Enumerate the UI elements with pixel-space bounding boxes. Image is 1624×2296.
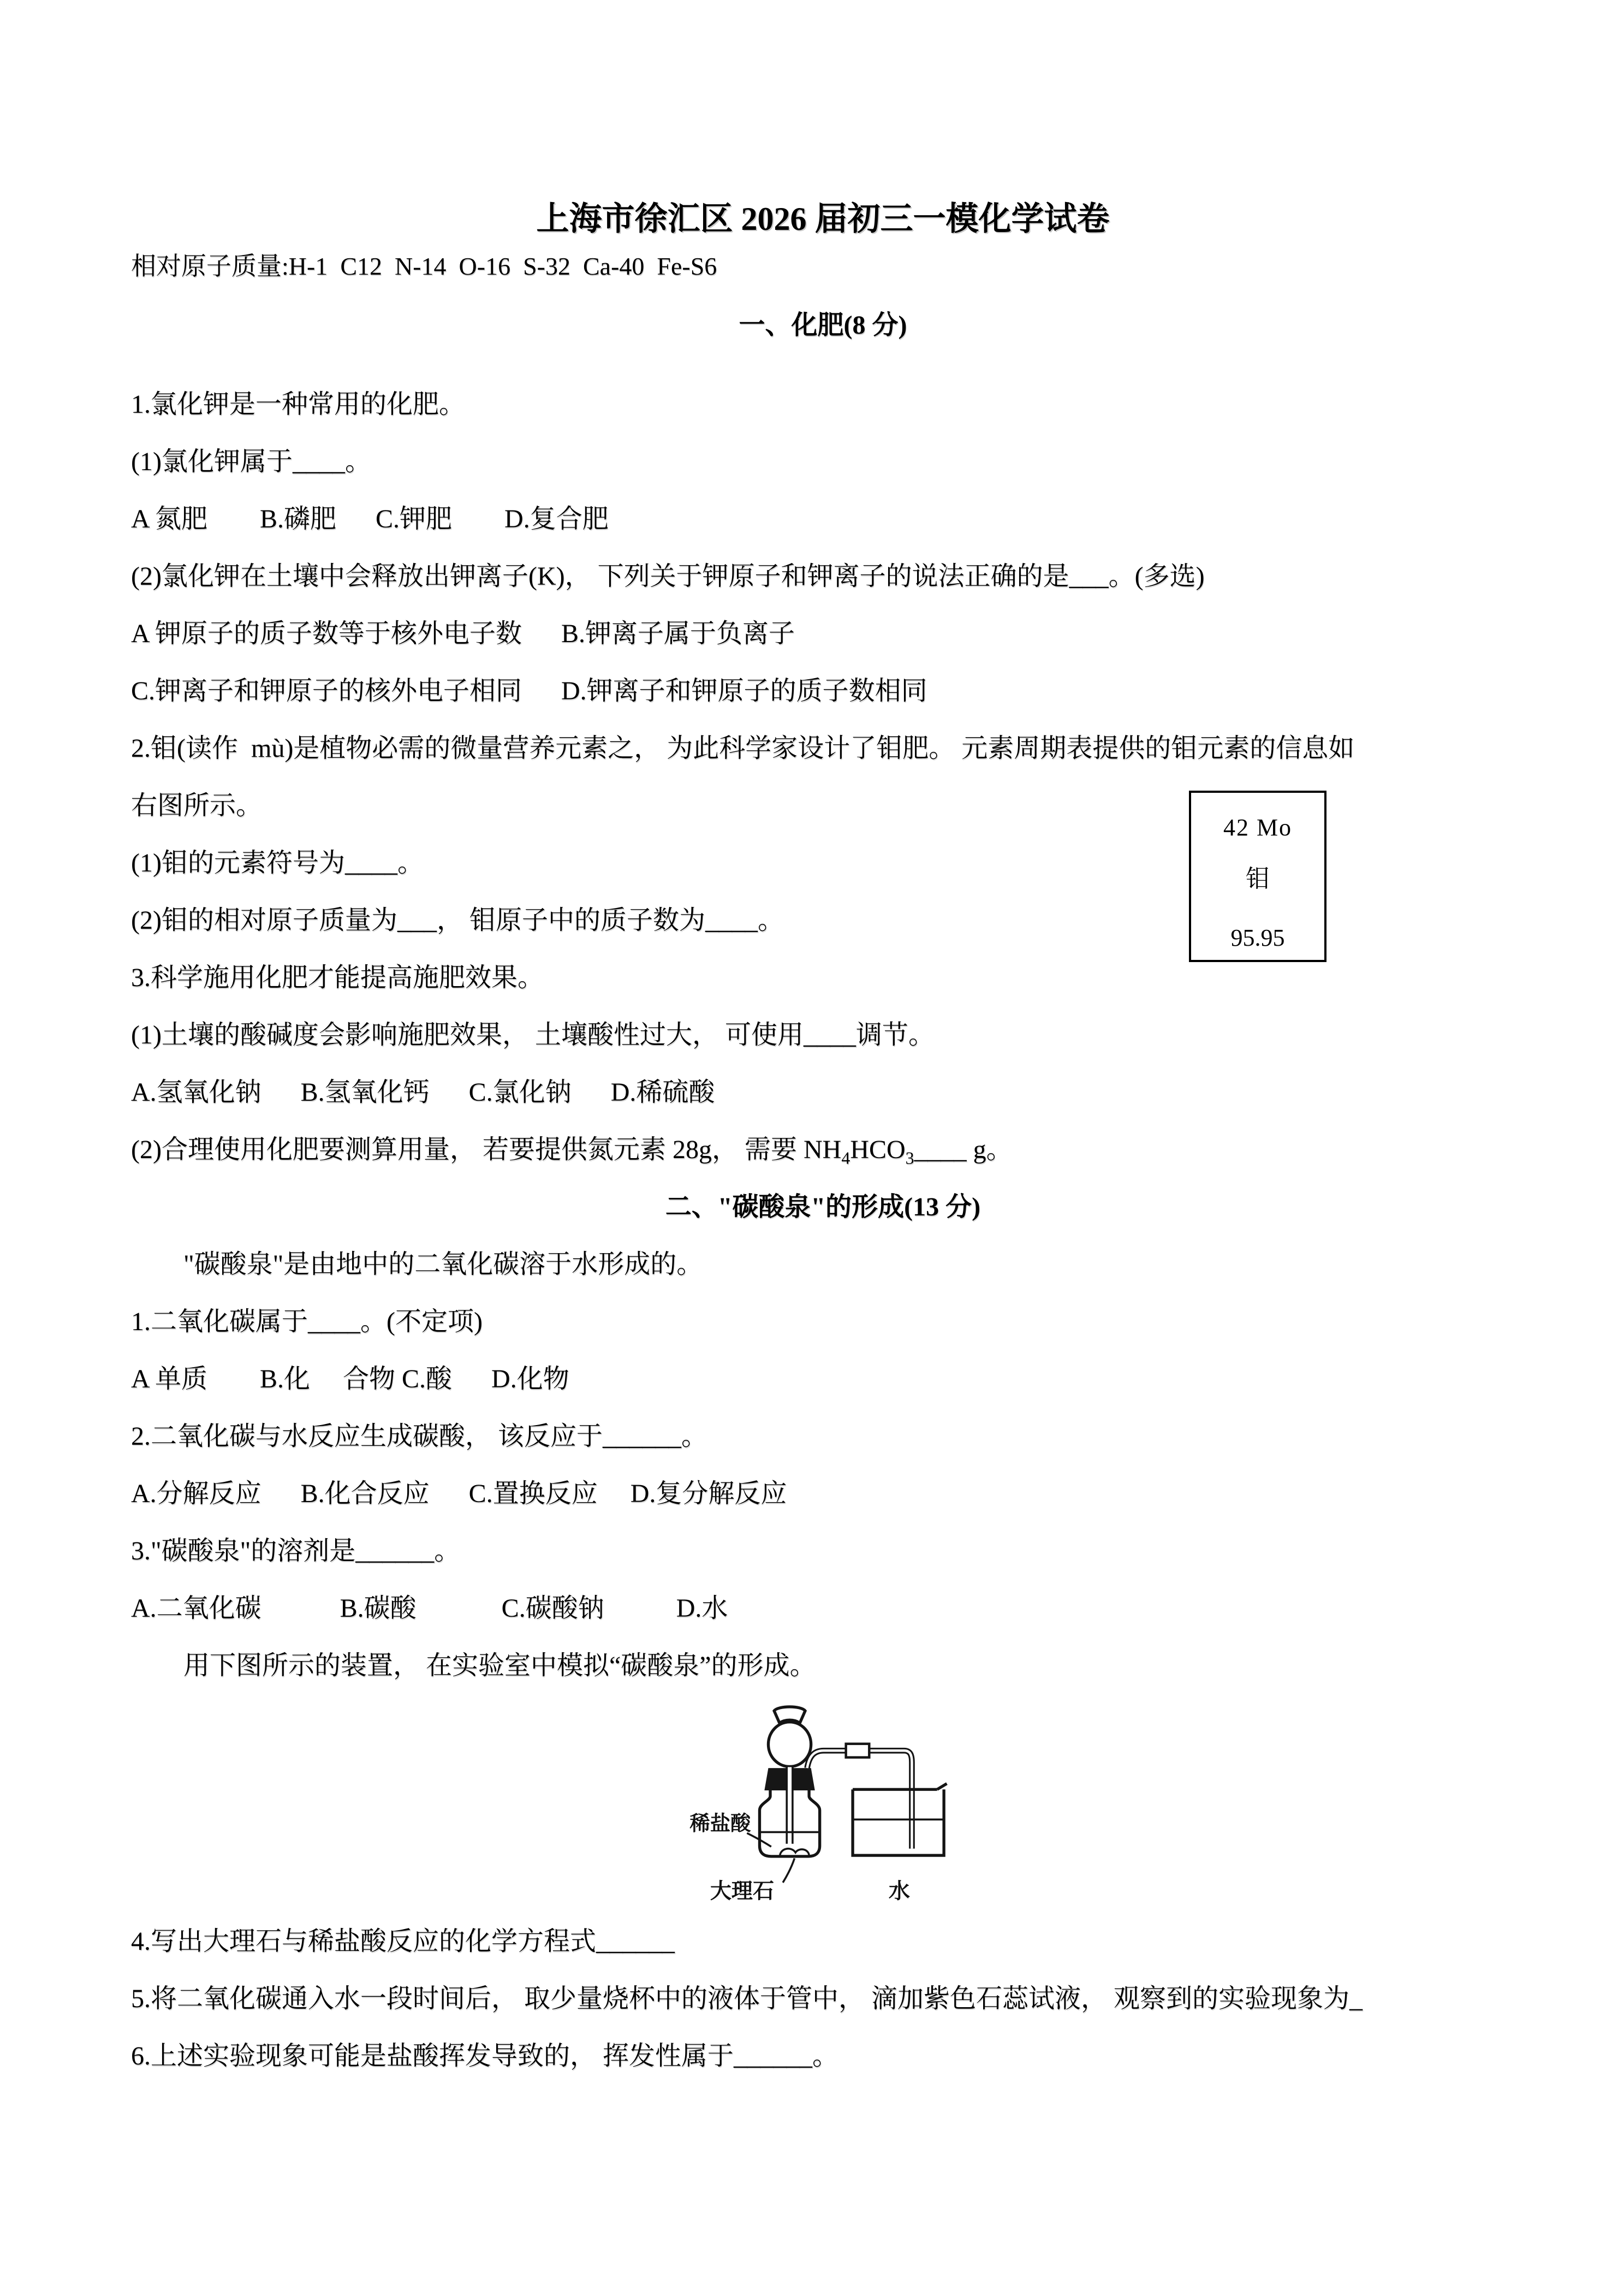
s1-q1-1-options: A 氮肥 B.磷肥 C.钾肥 D.复合肥 xyxy=(131,505,609,533)
s1-q1-1: (1)氯化钾属于____。 xyxy=(131,447,371,476)
marble-pointer-line xyxy=(783,1858,794,1882)
carbonic-spring-apparatus xyxy=(644,1694,984,1913)
relative-atomic-mass-line: 相对原子质量:H-1 C12 N-14 O-16 S-32 Ca-40 Fe-S6 xyxy=(131,252,717,280)
s1-q1-2-options-ab: A 钾原子的质子数等于核外电子数 B.钾离子属于负离子 xyxy=(131,619,795,648)
s2-q4: 4.写出大理石与稀盐酸反应的化学方程式______ xyxy=(131,1927,675,1956)
molybdenum-element-box xyxy=(1189,791,1326,962)
s1-q3-2 xyxy=(131,1121,1515,1178)
element-name: 钼 xyxy=(1246,865,1270,892)
delivery-tube-bore xyxy=(807,1751,912,1848)
s2-q2-options: A.分解反应 B.化合反应 C.置换反应 D.复分解反应 xyxy=(131,1479,787,1508)
thistle-funnel-bulb xyxy=(768,1722,811,1767)
page-title: 上海市徐汇区 2026 届初三一模化学试卷 xyxy=(536,201,1110,237)
s1-q3-stem: 3.科学施用化肥才能提高施肥效果。 xyxy=(131,963,544,992)
label-marble: 大理石 xyxy=(710,1879,775,1903)
s1-q1-2: (2)氯化钾在土壤中会释放出钾离子(K)， 下列关于钾原子和钾离子的说法正确的是___。(多选) xyxy=(131,562,1205,591)
beaker xyxy=(853,1789,944,1855)
s1-q2-2: (2)钼的相对原子质量为___， 钼原子中的质子数为____。 xyxy=(131,906,784,935)
s2-q2: 2.二氧化碳与水反应生成碳酸， 该反应于______。 xyxy=(131,1422,708,1451)
s1-q3-2-sub4: 4 xyxy=(841,1148,850,1168)
s1-q2-1: (1)钼的元素符号为____。 xyxy=(131,849,424,877)
label-dilute-hydrochloric-acid: 稀盐酸 xyxy=(689,1811,751,1835)
s1-q2-stem-cont: 右图所示。 xyxy=(131,791,263,820)
s2-setup-line: 用下图所示的装置， 在实验室中模拟“碳酸泉”的形成。 xyxy=(183,1651,816,1680)
s1-q1-stem: 1.氯化钾是一种常用的化肥。 xyxy=(131,390,466,419)
s1-q3-2-text: (2)合理使用化肥要测算用量， 若要提供氮元素 28g， 需要 NH xyxy=(131,1135,842,1164)
s1-q3-2-sub3: 3 xyxy=(905,1148,914,1168)
s1-q3-2-suffix: ____ g。 xyxy=(914,1135,1013,1164)
s2-q5: 5.将二氧化碳通入水一段时间后， 取少量烧杯中的液体于管中， 滴加紫色石蕊试液， 观察到的实验现象为_ xyxy=(131,1984,1363,2013)
reagent-bottle xyxy=(759,1790,819,1856)
marble-chips xyxy=(780,1849,809,1856)
element-number-symbol: 42 Mo xyxy=(1223,814,1293,841)
s2-q6: 6.上述实验现象可能是盐酸挥发导致的， 挥发性属于______。 xyxy=(131,2042,839,2070)
delivery-tube-outer xyxy=(807,1751,912,1848)
s2-q1-options: A 单质 B.化 合物 C.酸 D.化物 xyxy=(131,1364,569,1393)
s2-intro: "碳酸泉"是由地中的二氧化碳溶于水形成的。 xyxy=(183,1250,703,1279)
question-lines xyxy=(131,376,1515,2085)
beaker-spout xyxy=(937,1784,947,1790)
element-mass: 95.95 xyxy=(1230,924,1285,951)
s1-q1-2-options-cd: C.钾离子和钾原子的核外电子相同 D.钾离子和钾原子的质子数相同 xyxy=(131,677,927,705)
section2-heading: 二、"碳酸泉"的形成(13 分) xyxy=(665,1193,981,1221)
s1-q3-1-options: A.氢氧化钠 B.氢氧化钙 C.氯化钠 D.稀硫酸 xyxy=(131,1078,715,1107)
s2-q3: 3."碳酸泉"的溶剂是______。 xyxy=(131,1536,461,1565)
s1-q3-2-mid: HCO xyxy=(850,1135,906,1164)
apparatus-diagram xyxy=(131,1694,1515,1913)
s1-q2-stem: 2.钼(读作 mù)是植物必需的微量营养元素之， 为此科学家设计了钼肥。 元素周期表提供的钼元素的信息如 xyxy=(131,734,1355,763)
s1-q3-1: (1)土壤的酸碱度会影响施肥效果， 土壤酸性过大， 可使用____调节。 xyxy=(131,1021,935,1049)
label-water: 水 xyxy=(888,1879,910,1903)
tube-connector xyxy=(846,1744,870,1758)
s2-q3-options: A.二氧化碳 B.碳酸 C.碳酸钠 D.水 xyxy=(131,1594,728,1623)
section1-heading: 一、化肥(8 分) xyxy=(739,311,907,340)
s2-q1: 1.二氧化碳属于____。(不定项) xyxy=(131,1307,483,1336)
